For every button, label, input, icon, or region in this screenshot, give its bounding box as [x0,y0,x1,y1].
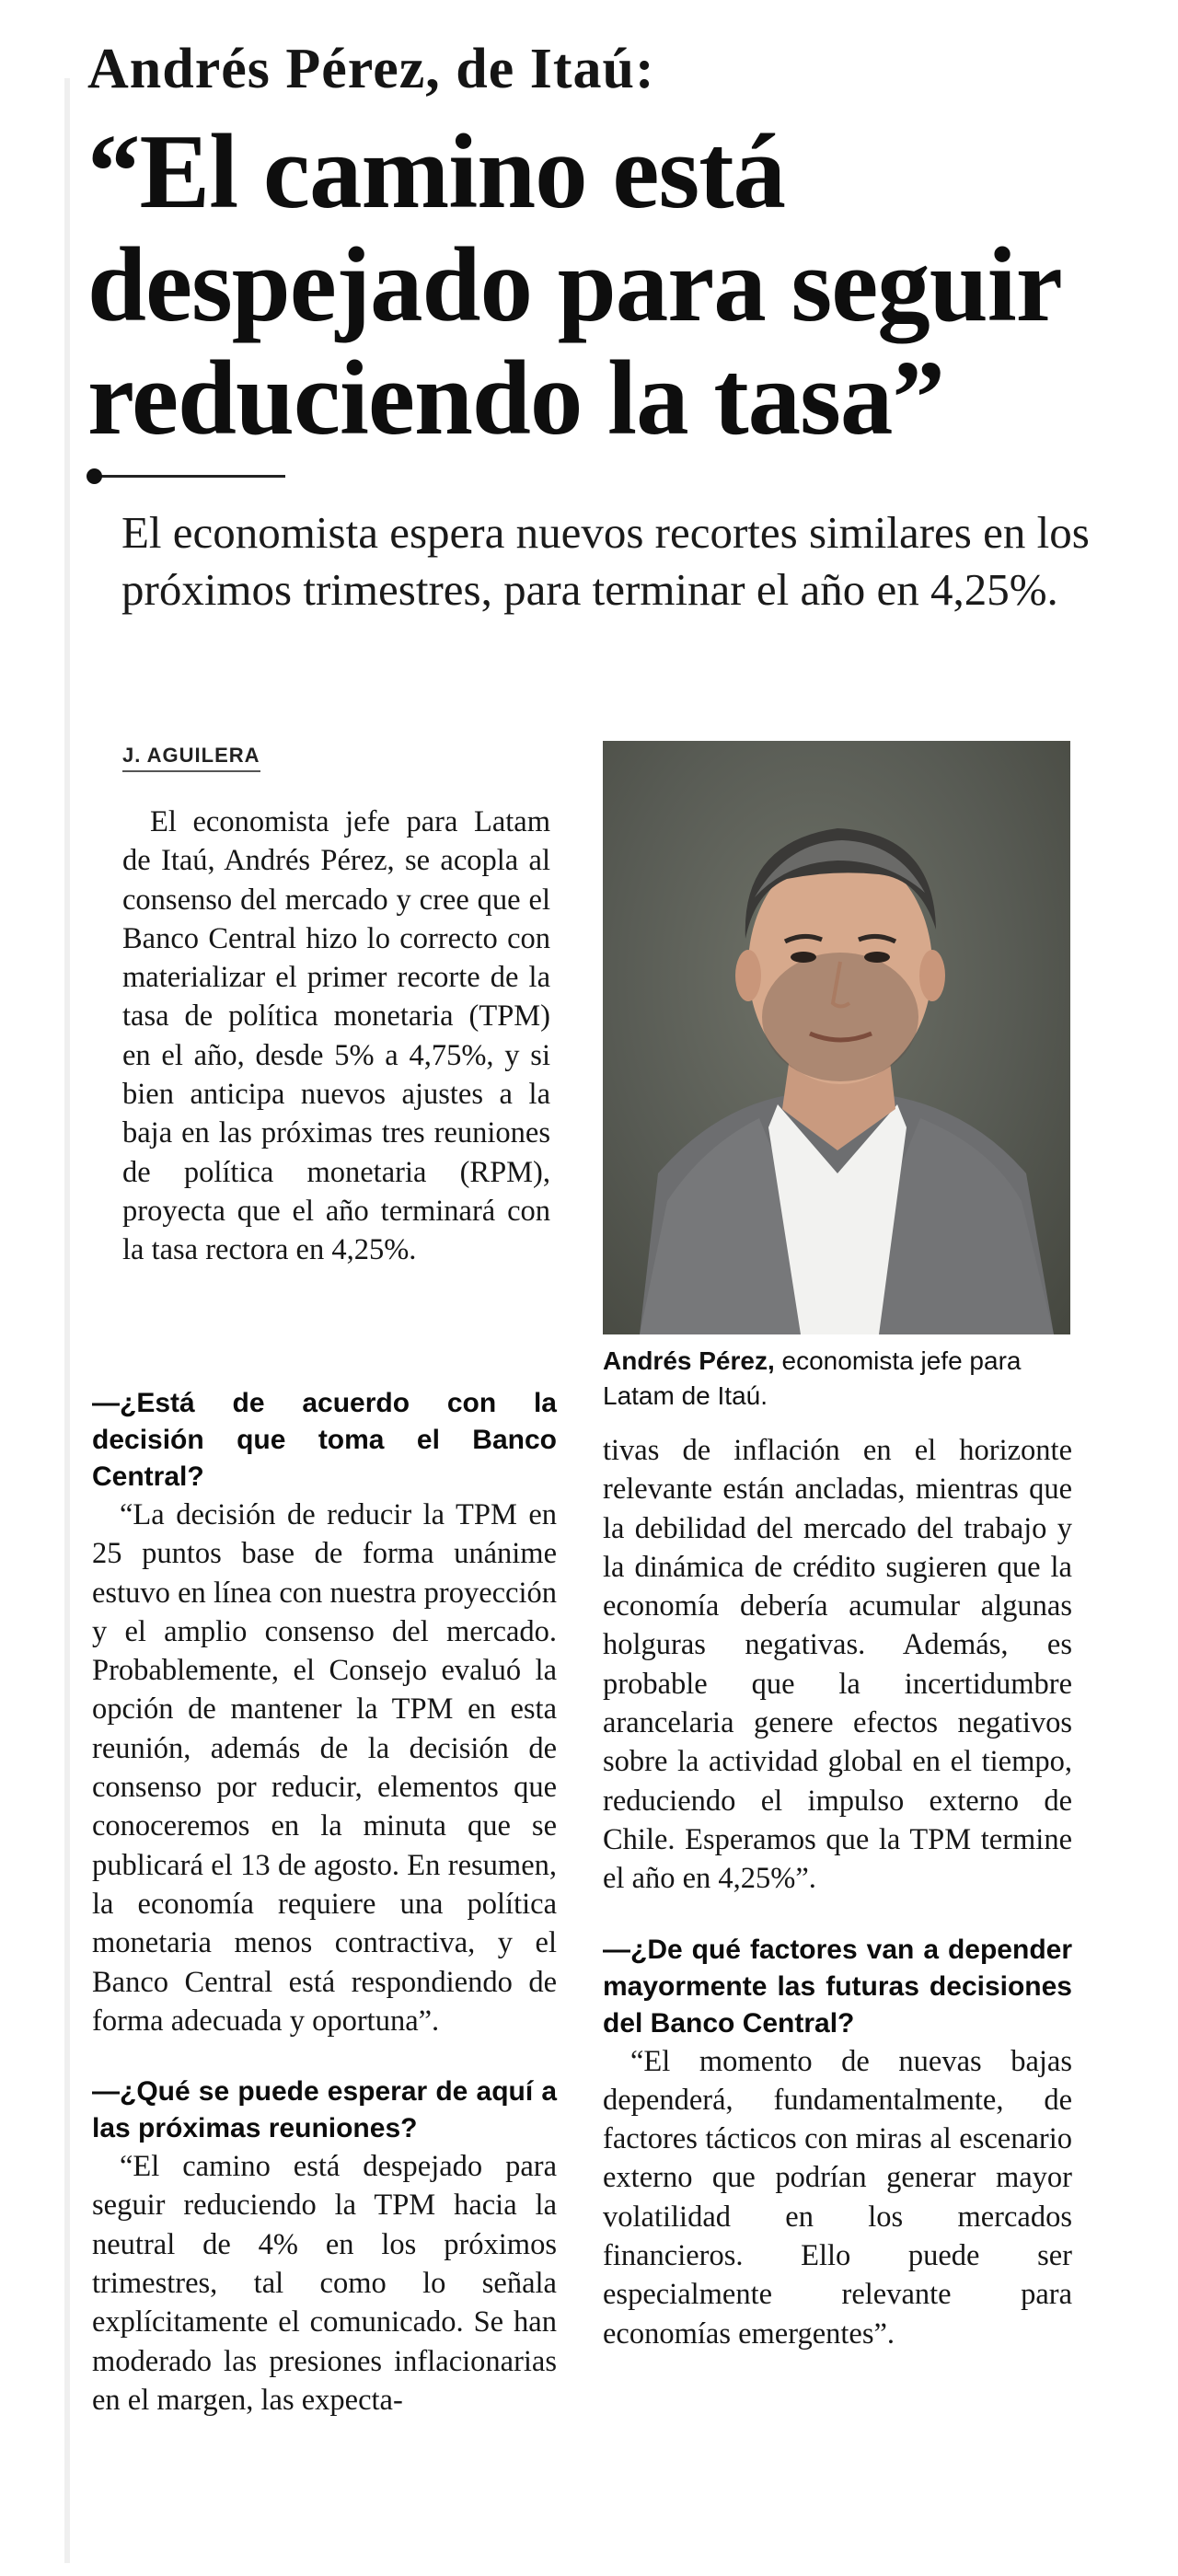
paragraph-spacer [92,2040,557,2074]
right-column [603,1431,1072,2353]
article-kicker: Andrés Pérez, de Itaú: [87,38,655,100]
portrait-photo [603,741,1070,1334]
photo-caption [603,1344,1081,1414]
paragraph-spacer [603,1899,1072,1932]
page-margin-shade [64,78,70,2563]
deck-bullet-icon [87,468,102,484]
caption-text: economista jefe para Latam de Itaú. [603,1346,1022,1410]
answer-2-part-1: “El camino está despejado para seguir reduciendo la TPM hacia la neutral de 4% en los próximos trimestres, tal como lo señala explícitamente el comunicado. Se han moderado las presiones inflacionarias en el margen, las expecta- [92,2150,557,2417]
answer-3: “El momento de nuevas bajas dependerá, fundamentalmente, de factores tácticos con miras al escenario externo que podrían generar mayor volatilidad en los mercados financieros. Ello puede ser especialmente relevante para economías emergentes”. [603,2044,1072,2351]
article-deck: El economista espera nuevos recortes similares en los próximos trimestres, para terminar el año en 4,25%. [121,507,1090,615]
answer-2-part-2: tivas de inflación en el horizonte relevante están ancladas, mientras que la debilidad del mercado del trabajo y la dinámica de crédito sugieren que la economía debería acumular algunas holguras negativas. Además, es probable que la incertidumbre arancelaria genere efectos negativos sobre la actividad global en el tiempo, reduciendo el impulso externo de Chile. Esperamos que la TPM termine el año en 4,25%”. [603,1434,1072,1896]
answer-1: “La decisión de reducir la TPM en 25 puntos base de forma unánime estuvo en línea con nuestra proyección y el amplio consenso del mercado. Probablemente, el Consejo evaluó la opción de mantener la TPM en esta reunión, además de la decisión de consenso por reducir, elementos que conoceremos en la minuta que se publicará el 13 de agosto. En resumen, la economía requiere una política monetaria menos contractiva, y el Banco Central está respondiendo de forma adecuada y oportuna”. [92,1498,557,2038]
byline: J. AGUILERA [122,744,260,772]
question-3: —¿De qué factores van a depender mayormente las futuras decisiones del Banco Central? [603,1934,1072,2039]
caption-name: Andrés Pérez, [603,1346,775,1375]
left-column [92,1385,557,2420]
article-headline: “El camino está despejado para seguir reduciendo la tasa” [87,113,1060,456]
lead-paragraph: El economista jefe para Latam de Itaú, Andrés Pérez, se acopla al consenso del mercado y cree que el Banco Central hizo lo correcto con materializar el primer recorte de la tasa de política monetaria (TPM) en el año, desde 5% a 4,75%, y si bien anticipa nuevos ajustes a la baja en las próximas tres reuniones de política monetaria (RPM), proyecta que el año terminará con la tasa rectora en 4,25%. [122,805,550,1267]
question-1: —¿Está de acuerdo con la decisión que toma el Banco Central? [92,1388,557,1492]
portrait-illustration [603,741,1070,1334]
deck-rule [87,475,285,478]
lead-column [122,803,550,1270]
question-2: —¿Qué se puede esperar de aquí a las próximas reuniones? [92,2076,557,2144]
